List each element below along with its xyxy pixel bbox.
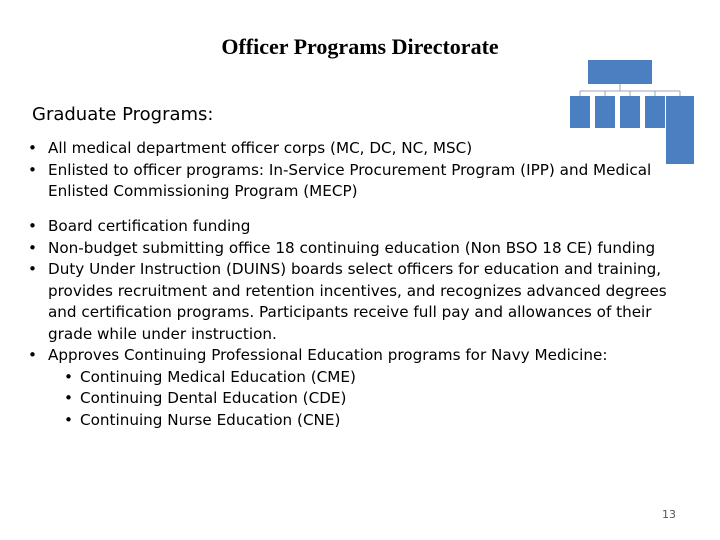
sub-list-item: • Continuing Medical Education (CME) <box>64 367 688 389</box>
list-item: • Non-budget submitting office 18 continuing education (Non BSO 18 CE) funding <box>28 238 688 260</box>
list-item: • Approves Continuing Professional Education programs for Navy Medicine: <box>28 345 688 367</box>
responsibility-list <box>28 216 688 431</box>
org-chart-top-box <box>588 60 652 84</box>
program-list <box>28 138 688 203</box>
page-number: 13 <box>662 508 676 521</box>
sub-list-item: • Continuing Nurse Education (CNE) <box>64 410 688 432</box>
list-item: • All medical department officer corps (MC, DC, NC, MSC) <box>28 138 688 160</box>
org-chart-child-box <box>645 96 665 128</box>
sub-list-item: • Continuing Dental Education (CDE) <box>64 388 688 410</box>
org-chart-child-box <box>620 96 640 128</box>
org-chart-child-box <box>595 96 615 128</box>
list-item: • Duty Under Instruction (DUINS) boards select officers for education and training, provides recruitment and retention incentives, and recognizes advanced degrees and certification programs. Participants receive full pay and allowances of their grade while under instruction. <box>28 259 688 345</box>
section-heading: Graduate Programs: <box>32 104 214 125</box>
org-chart-child-box <box>570 96 590 128</box>
list-item: • Enlisted to officer programs: In-Service Procurement Program (IPP) and Medical Enlisted Commissioning Program (MECP) <box>28 160 688 203</box>
slide-title: Officer Programs Directorate <box>221 34 499 59</box>
list-item: • Board certification funding <box>28 216 688 238</box>
